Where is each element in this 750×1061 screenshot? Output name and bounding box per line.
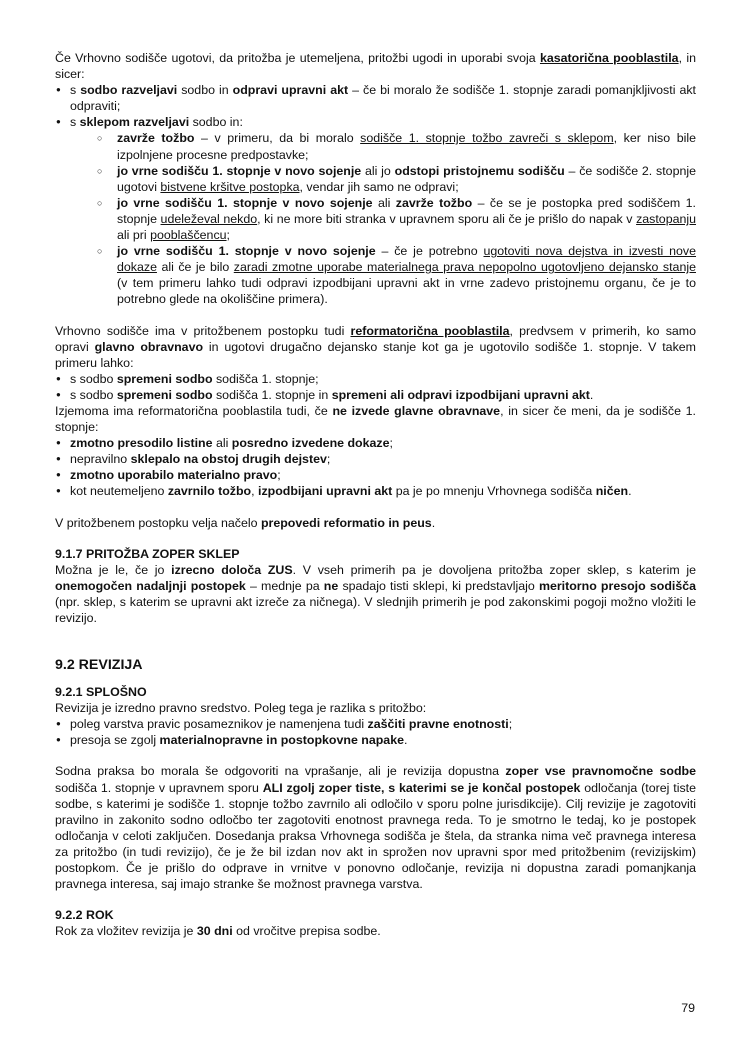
izjemoma-list — [55, 435, 696, 499]
revizija-list — [55, 716, 696, 748]
sodna-praksa-paragraph: Sodna praksa bo morala še odgovoriti na vprašanje, ali je revizija dopustna zoper vse pravnomočne sodbe sodišča 1. stopnje v upravnem sporu ALI zgolj zoper tiste, s katerimi se je končal postopek odločanja (torej tiste sodbe, s katerimi je sodišče 1. stopnje tožbo zavrnilo ali odločilo v sporu polne jurisdikcije). Cilj revizije je zagotoviti pravilno in zakonito sodno odločbo ter zagotoviti enotnost pravnega reda. To je smotrno le tedaj, ko je postopek odločanja v celoti zaključen. Dosedanja praksa Vrhovnega sodišča je štela, da stranka nima več pravnega interesa za pritožbo (in tudi revizijo), če je že bil izdan nov akt in sprožen nov upravni spor med pritožbenim (revizijskim) postopkom. Če je prišlo do odprave in vrnitve v ponovno odločanje, revizija ni dopustna zaradi pomanjkanja pravnega interesa, saj imajo stranke še možnost pravnega varstva. — [55, 764, 696, 892]
rok-paragraph: Rok za vložitev revizija je 30 dni od vročitve prepisa sodbe. — [55, 924, 381, 939]
list-item: ● s sodbo spremeni sodbo sodišča 1. stopnje; — [55, 371, 696, 387]
section-heading-9-2-1: 9.2.1 SPLOŠNO — [55, 685, 147, 700]
sublist-item: ○ jo vrne sodišču 1. stopnje v novo sojenje ali jo odstopi pristojnemu sodišču – če sodišče 2. stopnje ugotovi bistvene kršitve postopka, vendar jih samo ne odpravi; — [70, 163, 696, 195]
reformatoricna-list — [55, 371, 696, 403]
izjemoma-paragraph: Izjemoma ima reformatorična pooblastila tudi, če ne izvede glavne obravnave, in sicer če meni, da je sodišče 1. stopnje: — [55, 403, 696, 435]
page-content — [55, 50, 696, 939]
page-number: 79 — [681, 1001, 695, 1015]
list-item: ● zmotno presodilo listine ali posredno izvedene dokaze; — [55, 435, 696, 451]
reformatio-paragraph: V pritožbenem postopku velja načelo prepovedi reformatio in peus. — [55, 515, 436, 530]
list-item: ● kot neutemeljeno zavrnilo tožbo, izpodbijani upravni akt pa je po mnenju Vrhovnega sodišča ničen. — [55, 483, 696, 499]
list-item: ● s sklepom razveljavi sodbo in: ○ zavrže tožbo – v primeru, da bi moralo sodišče 1. stopnje tožbo zavreči s sklepom, ker niso bile izpolnjene procesne predpostavke; ○ jo vrne sodišču 1. stopnje v novo sojenje ali jo odstopi pristojnemu sodišču – če sodišče 2. stopnje ugotovi bistvene kršitve postopka, vendar jih samo ne odpravi; ○ jo vrne sodišču 1. stopnje v novo sojenje ali zavrže tožbo – če se je postopka pred sodiščem 1. stopnje udeleževal nekdo, ki ne more biti stranka v upravnem sporu ali če je prišlo do napak v zastopanju ali pri pooblaščencu; ○ jo vrne sodišču 1. stopnje v novo sojenje – če je potrebno ugotoviti nova dejstva in izvesti nove dokaze ali če je bilo zaradi zmotne uporabe materialnega prava nepopolno ugotovljeno dejansko stanje (v tem primeru lahko tudi odpravi izpodbijani upravni akt in vrne zadevo pristojnemu organu, če je to potrebno glede na okoliščine primera). — [55, 114, 696, 307]
reformatoricna-paragraph: Vrhovno sodišče ima v pritožbenem postopku tudi reformatorična pooblastila, predvsem v primerih, ko samo opravi glavno obravnavo in ugotovi drugačno dejansko stanje kot ga je ugotovilo sodišče 1. stopnje. V takem primeru lahko: — [55, 323, 696, 370]
revizija-intro: Revizija je izredno pravno sredstvo. Poleg tega je razlika s pritožbo: — [55, 701, 427, 716]
sublist-item: ○ zavrže tožbo – v primeru, da bi moralo sodišče 1. stopnje tožbo zavreči s sklepom, ker niso bile izpolnjene procesne predpostavke; — [70, 130, 696, 162]
pritozba-sklep-paragraph: Možna je le, če jo izrecno določa ZUS. V vseh primerih pa je dovoljena pritožba zoper sklep, s katerim je onemogočen nadaljnji postopek – mednje pa ne spadajo tisti sklepi, ki predstavljajo meritorno presojo sodišča (npr. sklep, s katerim se upravni akt izreče za ničnega). V slednjih primerih je pod zakonskimi pogoji možno vložiti le revizijo. — [55, 562, 697, 625]
sklep-sublist — [70, 130, 696, 307]
list-item: ● s sodbo spremeni sodbo sodišča 1. stopnje in spremeni ali odpravi izpodbijani upravni akt. — [55, 387, 696, 403]
list-item: ● presoja se zgolj materialnopravne in postopkovne napake. — [55, 732, 696, 748]
list-item: ● nepravilno sklepalo na obstoj drugih dejstev; — [55, 451, 696, 467]
list-item: ● zmotno uporabilo materialno pravo; — [55, 467, 696, 483]
kasatoricna-intro: Če Vrhovno sodišče ugotovi, da pritožba je utemeljena, pritožbi ugodi in uporabi svoja kasatorična pooblastila, in sicer: — [55, 51, 696, 82]
sublist-item: ○ jo vrne sodišču 1. stopnje v novo sojenje ali zavrže tožbo – če se je postopka pred sodiščem 1. stopnje udeleževal nekdo, ki ne more biti stranka v upravnem sporu ali če je prišlo do napak v zastopanju ali pri pooblaščencu; — [70, 195, 696, 243]
section-heading-9-2-2: 9.2.2 ROK — [55, 908, 114, 923]
list-item: ● s sodbo razveljavi sodbo in odpravi upravni akt – če bi moralo že sodišče 1. stopnje zaradi pomanjkljivosti akt odpraviti; — [55, 82, 696, 114]
section-heading-9-2: 9.2 REVIZIJA — [55, 657, 143, 674]
sublist-item: ○ jo vrne sodišču 1. stopnje v novo sojenje – če je potrebno ugotoviti nova dejstva in izvesti nove dokaze ali če je bilo zaradi zmotne uporabe materialnega prava nepopolno ugotovljeno dejansko stanje (v tem primeru lahko tudi odpravi izpodbijani upravni akt in vrne zadevo pristojnemu organu, če je to potrebno glede na okoliščine primera). — [70, 243, 696, 307]
kasatoricna-list — [55, 82, 696, 307]
list-item: ● poleg varstva pravic posameznikov je namenjena tudi zaščiti pravne enotnosti; — [55, 716, 696, 732]
section-heading-9-1-7: 9.1.7 PRITOŽBA ZOPER SKLEP — [55, 546, 240, 561]
